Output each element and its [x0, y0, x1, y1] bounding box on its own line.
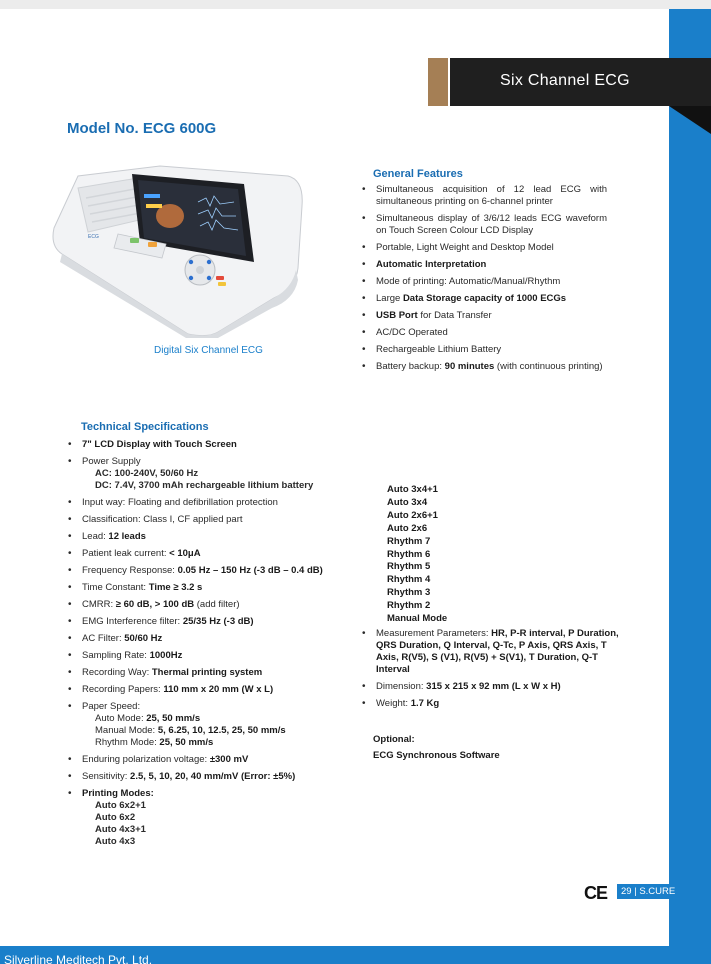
gf-item: • Battery backup: 90 minutes (with continuous printing)	[361, 361, 607, 373]
printing-mode: Manual Mode	[387, 613, 448, 625]
spec-power-supply: • Power Supply AC: 100-240V, 50/60 Hz DC: 7.4V, 3700 mAh rechargeable lithium battery	[67, 456, 352, 492]
spec-sensitivity: • Sensitivity: 2.5, 5, 10, 20, 40 mm/mV (Error: ±5%)	[67, 771, 352, 783]
printing-mode: Auto 3x4	[387, 496, 428, 508]
spec-time-constant: • Time Constant: Time ≥ 3.2 s	[67, 582, 352, 594]
printing-mode: Rhythm 7	[387, 535, 431, 547]
general-features-title: General Features	[373, 168, 463, 180]
printing-mode: Rhythm 4	[387, 574, 431, 586]
optional-label: Optional:	[373, 734, 415, 745]
spec-recording-way: • Recording Way: Thermal printing system	[67, 667, 352, 679]
device-caption: Digital Six Channel ECG	[154, 345, 263, 356]
spec-polarization: • Enduring polarization voltage: ±300 mV	[67, 754, 352, 766]
gf-item: • USB Port for Data Transfer	[361, 310, 607, 322]
gf-item: • Large Data Storage capacity of 1000 ECGs	[361, 293, 607, 305]
technical-specifications-title: Technical Specifications	[81, 421, 209, 433]
header-title: Six Channel ECG	[500, 72, 630, 89]
model-title: Model No. ECG 600G	[67, 120, 217, 137]
device-logo: ECG	[88, 234, 99, 240]
gf-item: • Simultaneous display of 3/6/12 leads ECG waveform on Touch Screen Colour LCD Display	[361, 213, 607, 237]
spec-emg-filter: • EMG Interference filter: 25/35 Hz (-3 dB)	[67, 616, 352, 628]
printing-mode: Rhythm 2	[387, 600, 431, 612]
printing-mode: Rhythm 6	[387, 548, 431, 560]
nav-dot-1	[189, 260, 193, 264]
gf-item: • Rechargeable Lithium Battery	[361, 344, 607, 356]
optional-value: ECG Synchronous Software	[373, 750, 500, 761]
printing-mode: Rhythm 5	[387, 561, 431, 573]
technical-specifications-list-continued	[361, 628, 621, 715]
spec-classification: • Classification: Class I, CF applied part	[67, 514, 352, 526]
gf-item: • AC/DC Operated	[361, 327, 607, 339]
gf-item: • Automatic Interpretation	[361, 259, 607, 271]
general-features-list	[361, 184, 607, 378]
spec-cmrr: • CMRR: ≥ 60 dB, > 100 dB (add filter)	[67, 599, 352, 611]
yellow-key	[218, 282, 226, 286]
screen-icon-row-2	[146, 204, 162, 208]
spec-dimension: • Dimension: 315 x 215 x 92 mm (L x W x H)	[361, 681, 621, 693]
spec-display: • 7" LCD Display with Touch Screen	[67, 439, 352, 451]
printing-mode: Auto 2x6+1	[387, 509, 438, 521]
gf-item: • Mode of printing: Automatic/Manual/Rhythm	[361, 276, 607, 288]
printing-mode: Auto 6x2	[95, 812, 136, 823]
green-key	[130, 238, 139, 243]
gf-item: • Portable, Light Weight and Desktop Model	[361, 242, 607, 254]
nav-dot-3	[189, 276, 193, 280]
spec-sampling-rate: • Sampling Rate: 1000Hz	[67, 650, 352, 662]
nav-dial-center	[196, 266, 204, 274]
spec-patient-leak: • Patient leak current: < 10μA	[67, 548, 352, 560]
footer-bar	[0, 946, 669, 964]
nav-dot-2	[207, 260, 211, 264]
page-number-badge: 29 | S.CURE	[617, 884, 679, 899]
ce-mark: CE	[584, 883, 608, 903]
spec-lead: • Lead: 12 leads	[67, 531, 352, 543]
nav-dot-4	[207, 276, 211, 280]
printing-mode: Auto 4x3+1	[95, 824, 146, 835]
spec-ac-filter: • AC Filter: 50/60 Hz	[67, 633, 352, 645]
spec-recording-papers: • Recording Papers: 110 mm x 20 mm (W x L)	[67, 684, 352, 696]
spec-frequency-response: • Frequency Response: 0.05 Hz – 150 Hz (-3 dB – 0.4 dB)	[67, 565, 352, 577]
gf-item: • Simultaneous acquisition of 12 lead ECG with simultaneous printing on 6-channel printer	[361, 184, 607, 208]
spec-measurement: • Measurement Parameters: HR, P-R interval, P Duration, QRS Duration, Q Interval, Q-Tc, P Axis, QRS Axis, T Axis, R(V5), S (V1), R(V5) + S(V1), T Duration, Q-T Interval	[361, 628, 621, 676]
printing-mode: Auto 6x2+1	[95, 800, 146, 811]
side-accent-bar	[669, 9, 711, 964]
spec-paper-speed: • Paper Speed: Auto Mode: 25, 50 mm/s Manual Mode: 5, 6.25, 10, 12.5, 25, 50 mm/s Rhythm Mode: 25, 50 mm/s	[67, 701, 352, 749]
printing-mode: Auto 3x4+1	[387, 484, 438, 495]
spec-printing-modes: • Printing Modes: Auto 6x2+1 Auto 6x2 Auto 4x3+1 Auto 4x3	[67, 788, 352, 848]
header-notch	[669, 106, 711, 134]
printing-modes-continued	[387, 484, 447, 626]
orange-key	[148, 242, 157, 247]
top-strip	[0, 0, 711, 9]
printing-mode: Auto 2x6	[387, 522, 428, 534]
spec-weight: • Weight: 1.7 Kg	[361, 698, 621, 710]
company-name: Silverline Meditech Pvt. Ltd.	[4, 953, 153, 964]
printing-mode: Auto 4x3	[95, 836, 136, 847]
spec-input-way: • Input way: Floating and defibrillation protection	[67, 497, 352, 509]
technical-specifications-list	[67, 439, 352, 853]
header-gold-tab	[428, 58, 448, 106]
printing-mode: Rhythm 3	[387, 587, 431, 599]
red-key	[216, 276, 224, 280]
screen-icon-row	[144, 194, 160, 198]
ecg-device-illustration	[48, 158, 304, 338]
